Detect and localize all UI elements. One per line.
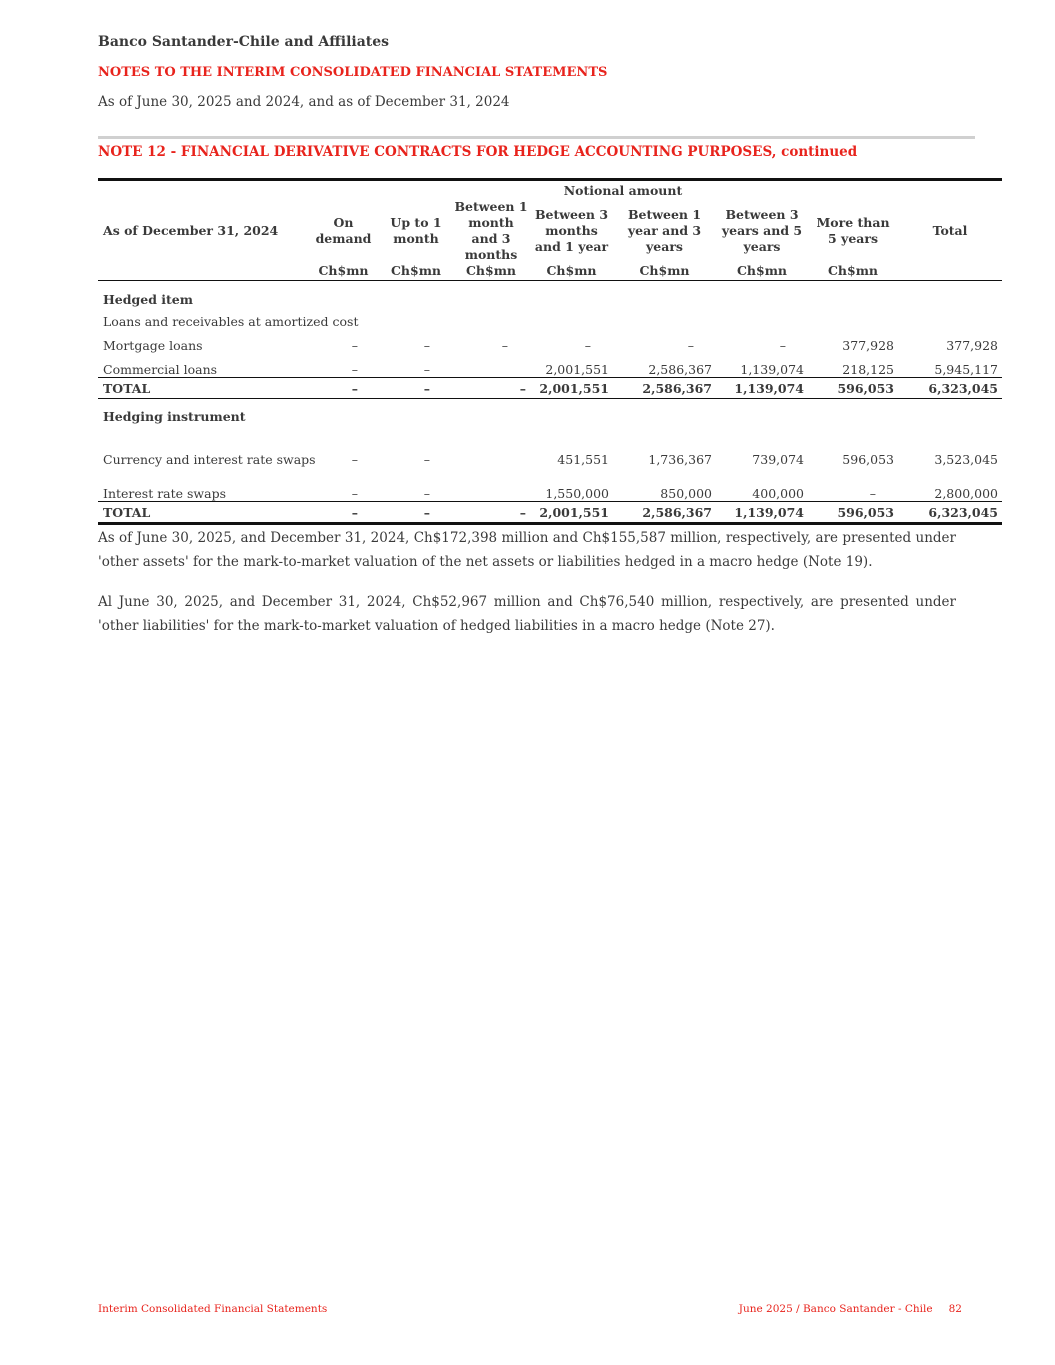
- column-unit: Ch$mn: [318, 263, 369, 278]
- header-divider: [98, 136, 975, 139]
- section-row-hedged-item: [98, 281, 1002, 308]
- date-line: As of June 30, 2025 and 2024, and as of December 31, 2024: [98, 94, 510, 110]
- cell: 451,551: [557, 452, 609, 467]
- column-unit: Ch$mn: [827, 263, 879, 278]
- cell: –: [307, 502, 380, 524]
- derivatives-table: [98, 178, 1002, 525]
- row-label: Interest rate swaps: [103, 486, 226, 501]
- column-header: On demand: [315, 215, 372, 246]
- cell: 377,928: [946, 338, 998, 353]
- cell: –: [307, 378, 380, 399]
- column-header: Total: [932, 223, 968, 238]
- total-row-hedging-instrument: [98, 502, 1002, 524]
- period-label: As of December 31, 2024: [103, 223, 279, 238]
- cell: –: [584, 338, 591, 353]
- cell: 596,053: [842, 452, 894, 467]
- column-unit: Ch$mn: [390, 263, 442, 278]
- cell: –: [869, 486, 876, 501]
- table-group-header-row: [98, 180, 1002, 200]
- footer-document-title: Interim Consolidated Financial Statements: [98, 1303, 328, 1315]
- column-header: Up to 1 month: [390, 215, 442, 246]
- row-label: Mortgage loans: [103, 338, 203, 353]
- notes-title: NOTES TO THE INTERIM CONSOLIDATED FINANCIAL STATEMENTS: [98, 65, 608, 80]
- cell: 2,586,367: [613, 378, 716, 399]
- cell: 1,139,074: [716, 502, 808, 524]
- cell: 2,001,551: [530, 502, 613, 524]
- cell: –: [779, 338, 786, 353]
- cell: [452, 467, 530, 502]
- cell: 739,074: [752, 452, 804, 467]
- paragraph-other-assets: As of June 30, 2025, and December 31, 2024, Ch$172,398 million and Ch$155,587 million, respectively, are presented under 'other assets' for the mark-to-market valuation of the net assets or liabilities hedged in a macro hedge (Note 19).: [98, 529, 956, 570]
- cell: –: [423, 338, 430, 353]
- cell: –: [351, 452, 358, 467]
- section-row-hedging-instrument: [98, 399, 1002, 434]
- cell: 2,001,551: [530, 378, 613, 399]
- row-label: TOTAL: [98, 502, 307, 524]
- table-row: [98, 467, 1002, 502]
- cell: 1,139,074: [716, 378, 808, 399]
- table-row: [98, 433, 1002, 467]
- column-unit: Ch$mn: [736, 263, 788, 278]
- cell: –: [423, 362, 430, 377]
- cell: –: [351, 338, 358, 353]
- column-header: Between 3 months and 1 year: [534, 207, 609, 254]
- table-row: [98, 353, 1002, 378]
- paragraph-other-liabilities: Al June 30, 2025, and December 31, 2024, Ch$52,967 million and Ch$76,540 million, respectively, are presented under 'other liabilities' for the mark-to-market valuation of hedged liabilities in a macro hedge (Note 27).: [98, 593, 956, 634]
- cell: –: [380, 502, 452, 524]
- column-header: Between 1 year and 3 years: [627, 207, 702, 254]
- cell: –: [687, 338, 694, 353]
- subsection-row: [98, 307, 1002, 329]
- subsection-title: Loans and receivables at amortized cost: [103, 314, 359, 329]
- row-label: Commercial loans: [103, 362, 218, 377]
- cell: 596,053: [808, 378, 898, 399]
- cell: 2,586,367: [613, 502, 716, 524]
- row-label: Currency and interest rate swaps: [103, 452, 316, 467]
- page-number: 82: [948, 1303, 962, 1315]
- cell: 2,800,000: [934, 486, 998, 501]
- row-label: TOTAL: [98, 378, 307, 399]
- company-name: Banco Santander-Chile and Affiliates: [98, 34, 390, 50]
- cell: 6,323,045: [898, 502, 1002, 524]
- column-unit: Ch$mn: [639, 263, 690, 278]
- cell: 1,736,367: [648, 452, 712, 467]
- cell: –: [351, 362, 358, 377]
- cell: 596,053: [808, 502, 898, 524]
- cell: –: [351, 486, 358, 501]
- table-row: [98, 329, 1002, 353]
- cell: 377,928: [842, 338, 894, 353]
- section-title: Hedging instrument: [103, 408, 246, 424]
- footer-period: June 2025 / Banco Santander - Chile: [738, 1303, 933, 1315]
- cell: –: [452, 502, 530, 524]
- cell: –: [452, 378, 530, 399]
- cell: 218,125: [842, 362, 894, 377]
- cell: 850,000: [660, 486, 712, 501]
- cell: –: [423, 486, 430, 501]
- column-unit: Ch$mn: [546, 263, 597, 278]
- cell: 6,323,045: [898, 378, 1002, 399]
- cell: 400,000: [752, 486, 804, 501]
- cell: [452, 353, 530, 378]
- column-header: More than 5 years: [816, 215, 890, 246]
- cell: –: [380, 378, 452, 399]
- cell: 1,139,074: [740, 362, 804, 377]
- table-unit-row: [98, 263, 1002, 281]
- footer-right: [739, 1303, 962, 1315]
- column-header: Between 3 years and 5 years: [721, 207, 803, 254]
- note-heading: NOTE 12 - FINANCIAL DERIVATIVE CONTRACTS FOR HEDGE ACCOUNTING PURPOSES, continued: [98, 144, 858, 160]
- table-header-row: [98, 199, 1002, 263]
- total-row-hedged-item: [98, 378, 1002, 399]
- notional-amount-header: Notional amount: [563, 183, 683, 198]
- cell: 2,586,367: [648, 362, 712, 377]
- column-header: Between 1 month and 3 months: [454, 199, 528, 262]
- cell: 2,001,551: [545, 362, 609, 377]
- column-unit: Ch$mn: [465, 263, 517, 278]
- cell: –: [501, 338, 508, 353]
- cell: [452, 433, 530, 467]
- cell: 1,550,000: [545, 486, 609, 501]
- cell: 3,523,045: [934, 452, 998, 467]
- cell: –: [423, 452, 430, 467]
- cell: 5,945,117: [934, 362, 998, 377]
- section-title: Hedged item: [103, 292, 193, 307]
- column-unit: [898, 263, 1002, 281]
